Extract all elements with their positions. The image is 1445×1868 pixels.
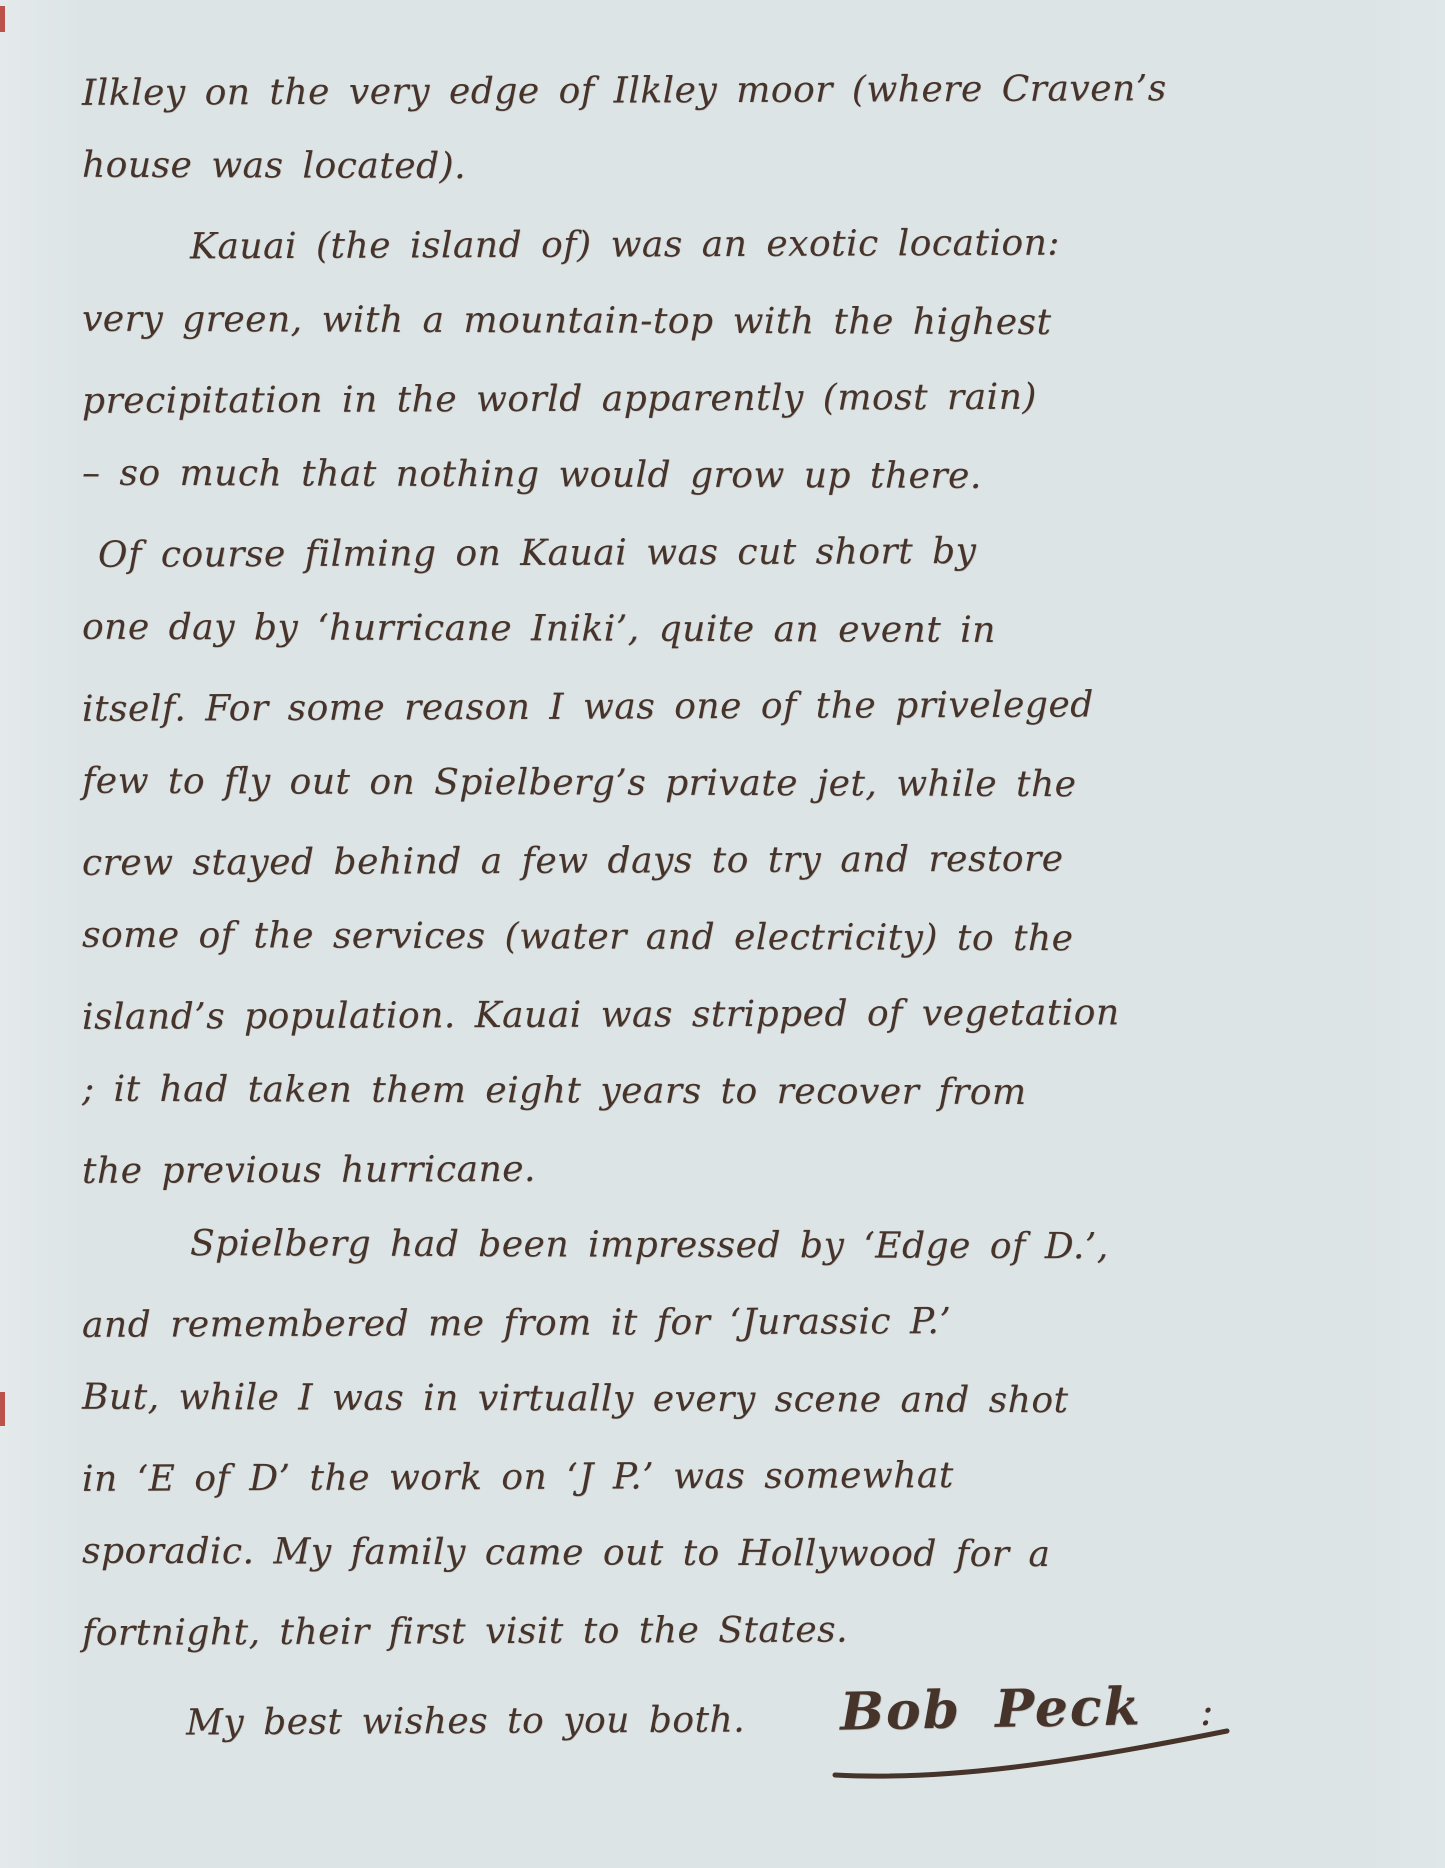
letter-line: few to fly out on Spielberg’s private jet, while the (81, 760, 1077, 806)
letter-line: Of course filming on Kauai was cut short by (97, 530, 977, 576)
letter-line: Kauai (the island of) was an exotic location: (189, 222, 1061, 268)
letter-line: – so much that nothing would grow up there. (81, 452, 982, 497)
letter-line: Ilkley on the very edge of Ilkley moor (where Craven’s (81, 68, 1167, 114)
letter-line: ; it had taken them eight years to recover from (81, 1068, 1027, 1114)
letter-line: fortnight, their first visit to the States. (81, 1609, 849, 1654)
letter-line: precipitation in the world apparently (most rain) (81, 376, 1037, 422)
letter-line: Spielberg had been impressed by ‘Edge of D.’, (189, 1223, 1109, 1268)
letter-line: and remembered me from it for ‘Jurassic P.’ (81, 1301, 952, 1346)
signature-flourish-icon (827, 1723, 1247, 1783)
letter-line: the previous hurricane. (81, 1148, 537, 1192)
letter-body (82, 52, 1390, 1793)
letter-line: house was located). (81, 144, 467, 188)
letter-line: sporadic. My family came out to Hollywood for a (81, 1530, 1051, 1576)
letter-line: some of the services (water and electricity) to the (81, 914, 1074, 960)
letter-line: one day by ‘hurricane Iniki’, quite an event in (81, 606, 996, 651)
letter-line: crew stayed behind a few days to try and restore (81, 838, 1064, 884)
letter-line: itself. For some reason I was one of the priveleged (81, 684, 1094, 730)
closing-row (82, 1676, 1390, 1793)
scan-edge-artifact (0, 6, 5, 32)
signature: Bob Peck (839, 1676, 1143, 1743)
letter-line: very green, with a mountain-top with the highest (81, 298, 1052, 344)
scan-edge-artifact (0, 1392, 5, 1426)
letter-line: in ‘E of D’ the work on ‘J P.’ was somewhat (81, 1455, 954, 1500)
letter-line: But, while I was in virtually every scene and shot (81, 1376, 1069, 1422)
letter-line: island’s population. Kauai was stripped of vegetation (81, 992, 1120, 1038)
flourish-colon-mark: : (1200, 1689, 1214, 1735)
closing-text: My best wishes to you both. (185, 1699, 746, 1744)
